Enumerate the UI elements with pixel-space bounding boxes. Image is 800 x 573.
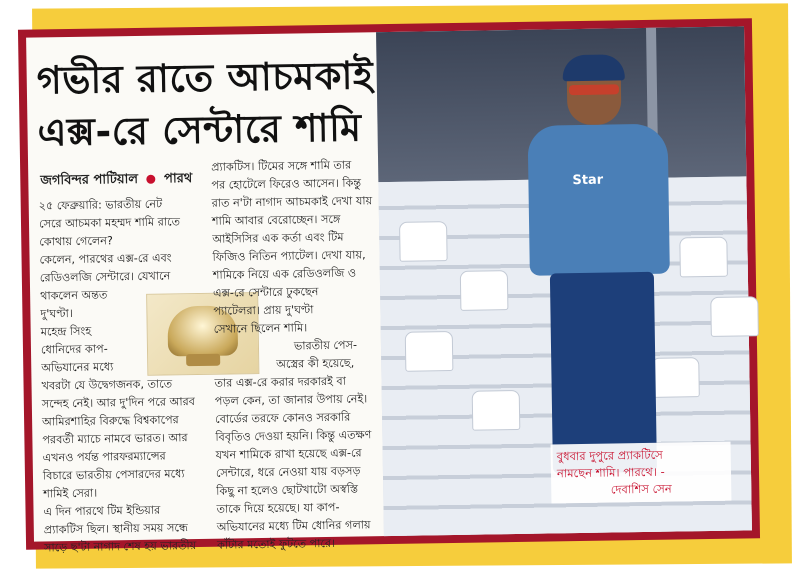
col2-line: বিবৃতিও দেওয়া হয়নি। কিন্তু এতক্ষণ bbox=[215, 428, 372, 444]
newspaper-clipping bbox=[26, 26, 752, 555]
seat bbox=[472, 390, 521, 431]
col2-line: রাত ন'টা নাগাদ আচমকাই দেখা যায় bbox=[211, 194, 373, 210]
col1-line: খবরটা যে উদ্বেগজনক, তাতে bbox=[41, 377, 173, 393]
caption-line: বুধবার দুপুরে প্র্যাকটিসে bbox=[556, 447, 663, 464]
headline bbox=[26, 32, 379, 165]
caption-line: দেবাশিস সেন bbox=[610, 481, 672, 497]
seat bbox=[399, 221, 448, 262]
col2-line: ফিজিও নিতিন প্যাটেল। দেখা যায়, bbox=[212, 248, 366, 264]
col2-line: এক্স-রে সেন্টারে ঢুকছেন bbox=[213, 285, 319, 300]
caption-line: নামছেন শামি। পারথে। - bbox=[556, 464, 665, 481]
col2-line: আইসিসির এক কর্তা এবং টিম bbox=[212, 230, 344, 246]
seat bbox=[710, 296, 759, 337]
byline-dot-icon bbox=[147, 175, 156, 184]
col2-line: অস্ত্রের কী হয়েছে, bbox=[276, 356, 355, 371]
col1-line: সাড়ে ছ'টা নাগাদ শেষ হয় ভারতীয় bbox=[44, 539, 197, 555]
col2-line: শামি আবার বেরোচ্ছেন। সঙ্গে bbox=[211, 212, 341, 228]
col2-line: ভারতীয় পেস- bbox=[293, 338, 358, 353]
article-column-1 bbox=[39, 195, 213, 558]
col1-line: সন্দেহ নেই। আর দু'দিন পরে আরব bbox=[41, 395, 196, 411]
col2-line: কিছু না হলেও ছোটখাটো অস্বস্তি bbox=[216, 482, 359, 498]
col1-line: সেরে আচমকা মহম্মদ শামি রাতে bbox=[38, 215, 181, 231]
player-sunglasses bbox=[569, 84, 619, 95]
col1-line: শামিই সেরা। bbox=[43, 486, 98, 501]
col2-line: প্র্যাকটিস। টিমের সঙ্গে শামি তার bbox=[211, 158, 352, 174]
byline bbox=[40, 169, 192, 192]
col1-line: রেডিওলজি সেন্টারে। যেখানে bbox=[39, 269, 171, 285]
col1-line: অভিযানের মধ্যে bbox=[41, 360, 114, 375]
col2-line: তার এক্স-রে করার দরকারই বা bbox=[214, 374, 347, 390]
col1-line: ২৫ ফেব্রুয়ারি: ভারতীয় নেট bbox=[38, 197, 163, 213]
col1-line: কেলেন, পারথের এক্স-রে এবং bbox=[39, 251, 172, 267]
col1-line: পরবর্তী ম্যাচে নামবে ভারত। আর bbox=[42, 431, 188, 447]
seat bbox=[405, 331, 454, 372]
byline-place: পারথ bbox=[164, 171, 193, 187]
col1-line: মহেন্দ্র সিংহ bbox=[40, 324, 92, 339]
player-shirt bbox=[528, 124, 670, 276]
col1-line: এখনও পর্যন্ত পারফরম্যান্সের bbox=[42, 449, 166, 465]
col2-line: পড়ল কেন, তা জানার উপায় নেই। bbox=[214, 392, 368, 408]
seat bbox=[460, 270, 509, 311]
player-photo bbox=[376, 26, 752, 536]
col2-line: বোর্ডের তরফে কোনও সরকারি bbox=[215, 410, 351, 426]
col1-line: বিচারে ভারতীয় পেসারদের মধ্যে bbox=[42, 467, 185, 483]
col2-line: অভিযানের মধ্যে টিম ধোনির গলায় bbox=[216, 518, 371, 534]
article-column-2 bbox=[211, 156, 387, 555]
col1-line: এ দিন পারথে টিম ইন্ডিয়ার bbox=[43, 503, 161, 519]
col2-line: প্যাটেলরা। প্রায় দু'ঘণ্টা bbox=[213, 303, 314, 318]
col1-line: দু'ঘণ্টা। bbox=[40, 306, 73, 321]
col1-line: আমিরশাহির বিরুদ্ধে বিশ্বকাপের bbox=[42, 413, 179, 429]
newspaper-frame bbox=[18, 18, 760, 555]
seat bbox=[679, 237, 728, 278]
col1-line: ধোনিদের কাপ- bbox=[40, 342, 108, 357]
col2-line: তাকে দিয়ে হয়েছে। যা কাপ- bbox=[216, 500, 340, 516]
headline-line-2: এক্স-রে সেন্টারে শামি bbox=[37, 105, 362, 155]
col2-line: কাঁটার মতোই ফুটতে পারে। bbox=[216, 536, 336, 552]
col2-line: সেখানে ছিলেন শামি। bbox=[213, 321, 308, 336]
byline-author: জগবিন্দর পাটিয়াল bbox=[40, 171, 139, 189]
col2-line: যখন শামিকে রাখা হয়েছে এক্স-রে bbox=[215, 446, 362, 462]
col2-line: শামিকে নিয়ে এক রেডিওলজি ও bbox=[212, 266, 357, 282]
col2-line: সেন্টারে, ধরে নেওয়া যায় বড়সড় bbox=[215, 464, 361, 480]
headline-line-1: গভীর রাতে আচমকাই bbox=[36, 53, 374, 103]
player-cap bbox=[562, 54, 624, 81]
photo-caption bbox=[551, 442, 732, 504]
jersey-logo: Star bbox=[572, 172, 604, 189]
col1-line: থাকলেন অন্তত bbox=[40, 288, 108, 303]
col2-line: পর হোটেলে ফিরেও আসেন। কিন্তু bbox=[211, 176, 362, 192]
col1-line: কোথায় গেলেন? bbox=[39, 234, 113, 249]
col1-line: প্র্যাকটিস ছিল। স্থানীয় সময় সন্ধে bbox=[43, 521, 188, 537]
